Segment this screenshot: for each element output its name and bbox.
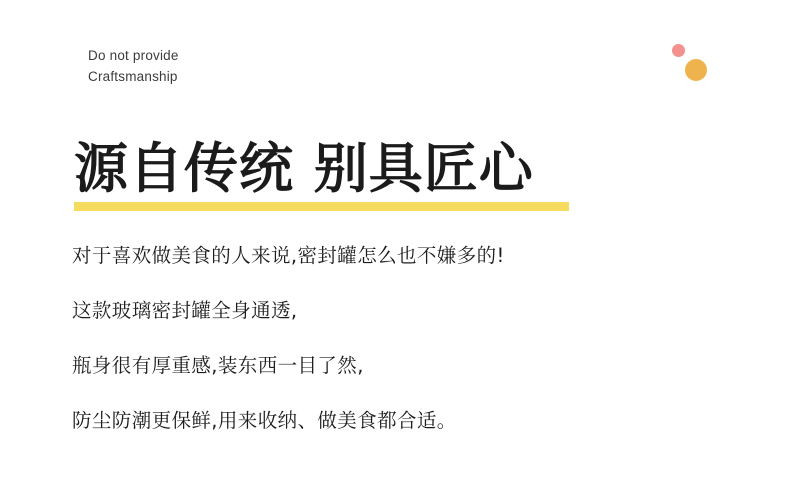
eyebrow-text [88, 45, 179, 87]
description-line: 这款玻璃密封罐全身通透, [72, 299, 298, 322]
description-line: 对于喜欢做美食的人来说,密封罐怎么也不嫌多的! [72, 244, 505, 267]
headline-underline-bar [74, 202, 569, 211]
eyebrow-line-1: Do not provide [88, 48, 179, 63]
description-block [72, 243, 722, 434]
eyebrow-line-2: Craftsmanship [88, 69, 178, 84]
headline-block [74, 138, 534, 200]
decorative-dots [672, 44, 712, 90]
circle-icon-large [685, 59, 707, 81]
description-line: 瓶身很有厚重感,装东西一目了然, [72, 354, 364, 377]
circle-icon-small [672, 44, 685, 57]
description-line: 防尘防潮更保鲜,用来收纳、做美食都合适。 [72, 409, 457, 432]
page-title: 源自传统 别具匠心 [74, 137, 534, 200]
